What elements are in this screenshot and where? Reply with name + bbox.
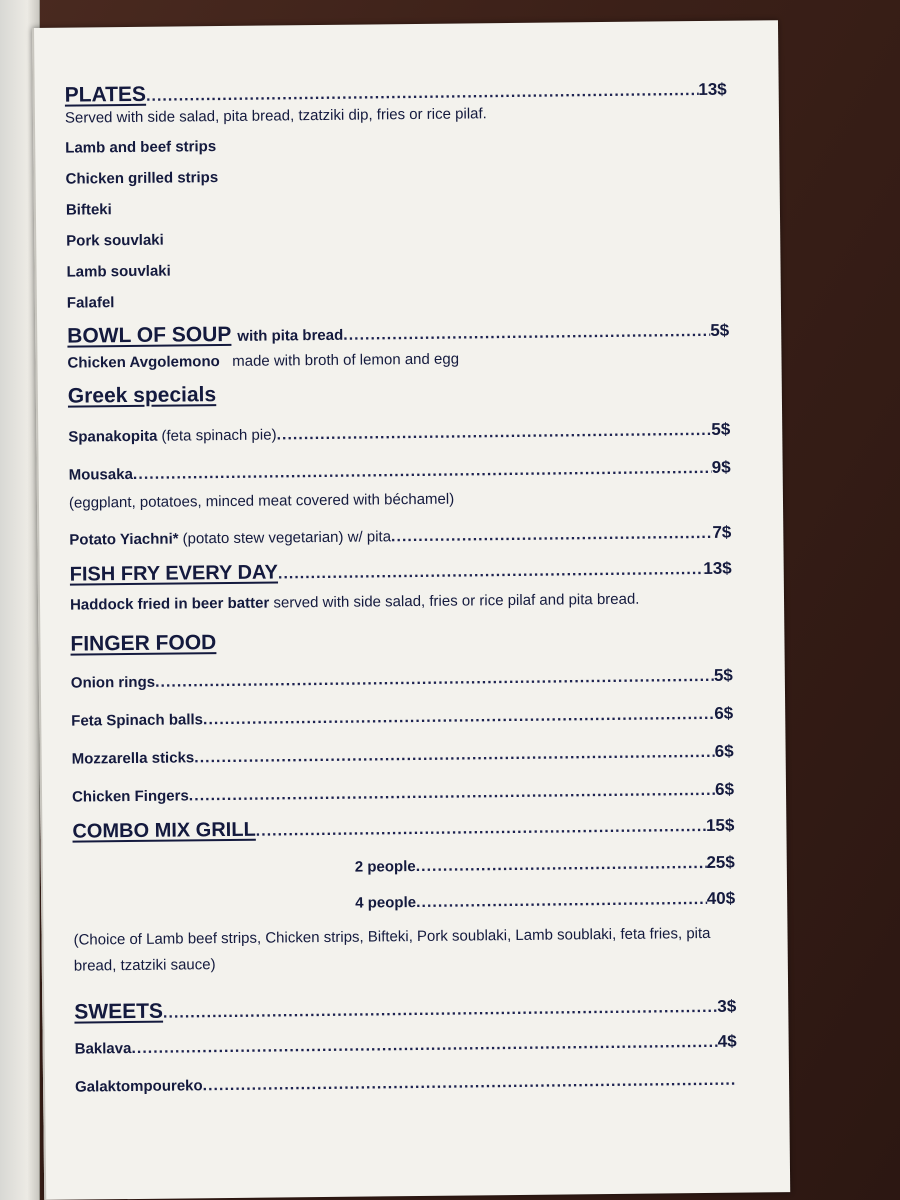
finger-item <box>71 704 733 731</box>
plates-list <box>65 126 729 319</box>
finger-title: FINGER FOOD <box>70 631 217 656</box>
combo-title: COMBO MIX GRILL <box>72 818 256 843</box>
menu-content <box>64 61 737 1097</box>
soup-item-note: made with broth of lemon and egg <box>232 350 460 370</box>
soup-header <box>67 318 729 349</box>
greek-item-yiachni <box>69 523 731 550</box>
combo-option <box>355 889 735 913</box>
leader-dots <box>194 744 715 767</box>
finger-item <box>72 742 734 769</box>
item-name: Onion rings <box>70 673 156 692</box>
leader-dots <box>131 1034 718 1058</box>
option-label: 2 people <box>354 858 416 876</box>
fish-desc-bold: Haddock fried in beer batter <box>69 594 270 614</box>
option-label: 4 people <box>355 894 417 912</box>
soup-item-name: Chicken Avgolemono <box>67 353 220 372</box>
sweets-price: 3$ <box>717 996 737 1016</box>
option-price: 40$ <box>706 888 736 908</box>
item-price: 5$ <box>713 665 733 685</box>
item-price: 7$ <box>712 522 732 542</box>
item-price: 6$ <box>714 779 735 799</box>
leader-dots <box>391 525 713 546</box>
sweets-header <box>74 991 736 1025</box>
item-name: Galaktompoureko <box>75 1077 203 1096</box>
finger-item <box>72 780 734 807</box>
sweets-title: SWEETS <box>74 999 164 1024</box>
soup-subtitle: with pita bread <box>237 326 344 345</box>
combo-header <box>72 814 734 844</box>
menu-page <box>32 20 790 1200</box>
item-name: Mozzarella sticks <box>71 749 195 768</box>
item-name: Feta Spinach balls <box>71 711 204 730</box>
plate-item: Pork souvlaki <box>66 231 164 250</box>
leader-dots <box>256 818 706 841</box>
greek-item-mousaka <box>69 458 731 485</box>
plate-item: Bifteki <box>65 201 112 219</box>
soup-price: 5$ <box>710 320 730 340</box>
greek-title: Greek specials <box>67 383 217 408</box>
leader-dots <box>155 668 714 692</box>
item-price: 4$ <box>717 1031 737 1051</box>
item-name: Mousaka <box>68 465 133 484</box>
plates-price: 13$ <box>698 79 727 100</box>
leader-dots <box>203 1072 738 1096</box>
fish-header <box>70 557 732 587</box>
soup-title: BOWL OF SOUP <box>67 322 232 348</box>
combo-option <box>355 853 735 877</box>
fish-title: FISH FRY EVERY DAY <box>69 561 279 586</box>
leader-dots <box>203 706 715 729</box>
leader-dots <box>343 323 710 345</box>
leader-dots <box>189 782 716 806</box>
item-name: Baklava <box>74 1040 132 1058</box>
sweets-item <box>75 1072 737 1097</box>
plate-item: Lamb and beef strips <box>65 138 217 157</box>
plate-item: Lamb souvlaki <box>66 262 171 281</box>
greek-item-spanakopita <box>68 420 730 447</box>
leader-dots <box>146 82 698 106</box>
leader-dots <box>163 999 718 1023</box>
plates-title: PLATES <box>64 82 147 107</box>
item-price: 6$ <box>714 703 734 723</box>
leader-dots <box>278 561 704 583</box>
fish-desc-rest: served with side salad, fries or rice pilaf and pita bread. <box>273 590 640 612</box>
leader-dots <box>416 855 707 876</box>
combo-price: 15$ <box>705 815 735 835</box>
item-name: Potato Yiachni* <box>69 530 179 549</box>
fish-description <box>70 586 710 619</box>
item-price: 5$ <box>711 419 731 439</box>
item-note: (potato stew vegetarian) w/ pita <box>182 528 392 548</box>
fish-price: 13$ <box>703 558 732 578</box>
item-name: Spanakopita <box>68 427 158 446</box>
plate-item: Falafel <box>66 294 115 312</box>
leader-dots <box>133 460 712 484</box>
item-price: 9$ <box>711 457 731 477</box>
leader-dots <box>276 422 711 445</box>
item-name: Chicken Fingers <box>71 787 189 806</box>
sweets-item <box>75 1032 737 1059</box>
plate-item: Chicken grilled strips <box>65 169 219 188</box>
mousaka-description: (eggplant, potatoes, minced meat covered with béchamel) <box>68 490 455 512</box>
combo-description: (Choice of Lamb beef strips, Chicken strips, Bifteki, Pork soublaki, Lamb soublaki, feta fries, pita bread, tzatziki sauce) <box>73 924 711 975</box>
option-price: 25$ <box>706 852 735 872</box>
finger-item <box>71 666 733 693</box>
item-price: 6$ <box>714 741 734 761</box>
plates-description: Served with side salad, pita bread, tzatziki dip, fries or rice pilaf. <box>64 105 487 127</box>
leader-dots <box>416 891 707 912</box>
soup-item <box>67 348 729 373</box>
item-note: (feta spinach pie) <box>161 426 277 445</box>
